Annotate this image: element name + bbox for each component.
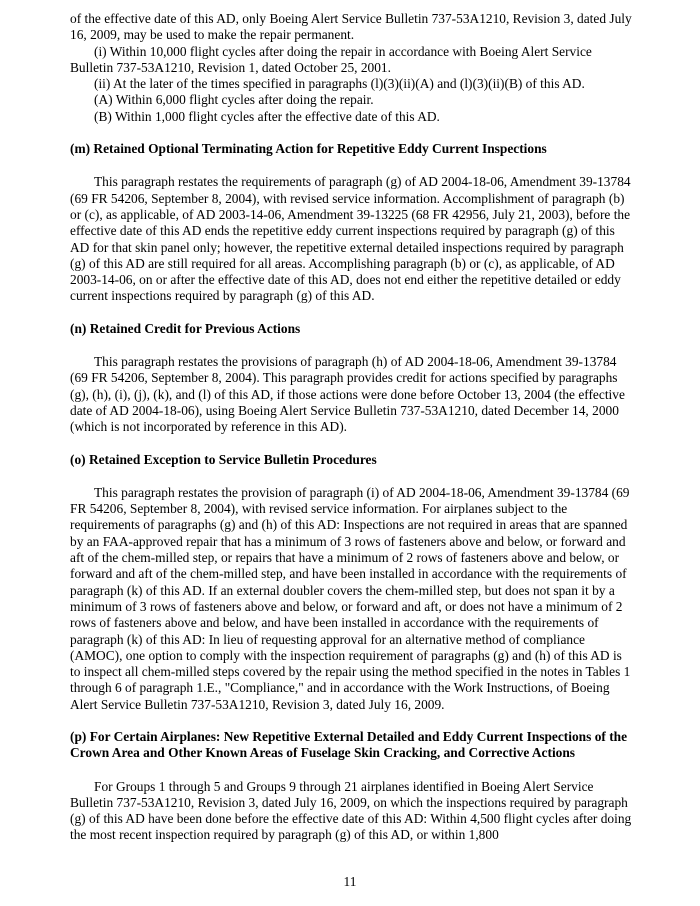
item-i: (i) Within 10,000 flight cycles after doing the repair in accordance with Boeing Alert Service Bulletin 737-53A1210, Revision 1, dated October 25, 2001.: [70, 43, 592, 75]
section-o-body: This paragraph restates the provision of paragraph (i) of AD 2004-18-06, Amendment 39-13784 (69 FR 54206, September 8, 2004), with revised service information. For airplanes subject to the requirements of paragraphs (g) and (h) of this AD: Inspections are not required in areas that are spanned by an FAA-approved repair that has a minimum of 3 rows of fasteners above and below, or forward and aft of the chem-milled step, or repairs that have a minimum of 2 rows of fasteners above and below, or forward and aft of the chem-milled step, and have been installed in accordance with the requirements of paragraph (k) of this AD. If an external doubler covers the chem-milled step, but does not span it by a minimum of 3 rows of fasteners above and below, or forward and aft, or does not have a minimum of 2 rows of fasteners above and below, and have been installed in accordance with the requirements of paragraph (k) of this AD: In lieu of requesting approval for an alternative method of compliance (AMOC), one option to comply with the inspection requirement of paragraphs (g) and (h) of this AD is to inspect all chem-milled steps covered by the repair using the method specified in the notes in Tables 1 through 6 of paragraph 1.E., "Compliance," and in accordance with the Work Instructions, of Boeing Alert Service Bulletin 737-53A1210, Revision 3, dated July 16, 2009.: [70, 484, 631, 712]
page-number: 11: [343, 874, 357, 889]
item-a: (A) Within 6,000 flight cycles after doing the repair.: [94, 92, 374, 108]
section-n-body: This paragraph restates the provisions of paragraph (h) of AD 2004-18-06, Amendment 39-13784 (69 FR 54206, September 8, 2004). This paragraph provides credit for actions specified by paragraphs (g), (h), (i), (j), (k), and (l) of this AD, if those actions were done before October 13, 2004 (the effective date of AD 2004-18-06), using Boeing Alert Service Bulletin 737-53A1210, dated December 14, 2000 (which is not incorporated by reference in this AD).: [70, 354, 625, 435]
document-page: [70, 11, 632, 844]
continuation-paragraph: of the effective date of this AD, only Boeing Alert Service Bulletin 737-53A1210, Revision 3, dated July 16, 2009, may be used to make the repair permanent.: [70, 11, 632, 43]
item-b: (B) Within 1,000 flight cycles after the effective date of this AD.: [94, 108, 440, 124]
section-m-heading: (m) Retained Optional Terminating Action for Repetitive Eddy Current Inspections: [70, 141, 547, 157]
section-p-heading: (p) For Certain Airplanes: New Repetitive External Detailed and Eddy Current Inspections of the Crown Area and Other Known Areas of Fuselage Skin Cracking, and Corrective Actions: [70, 728, 628, 761]
section-o-heading: (o) Retained Exception to Service Bulletin Procedures: [70, 451, 377, 467]
section-n-heading: (n) Retained Credit for Previous Actions: [70, 320, 301, 336]
item-ii: (ii) At the later of the times specified in paragraphs (l)(3)(ii)(A) and (l)(3)(ii)(B) of this AD.: [94, 76, 585, 92]
section-m-body: This paragraph restates the requirements of paragraph (g) of AD 2004-18-06, Amendment 39-13784 (69 FR 54206, September 8, 2004), with revised service information. Accomplishment of paragraph (b) or (c), as applicable, of AD 2003-14-06, Amendment 39-13225 (68 FR 42956, July 21, 2003), before the effective date of this AD ends the repetitive eddy current inspections required by paragraph (g) of this AD for that skin panel only; however, the repetitive external detailed inspections required by paragraph (g) of this AD are still required for all areas. Accomplishing paragraph (b) or (c), as applicable, of AD 2003-14-06, on or after the effective date of this AD, does not end either the repetitive detailed or eddy current inspections required by paragraph (g) of this AD.: [70, 174, 631, 304]
section-p-body: For Groups 1 through 5 and Groups 9 through 21 airplanes identified in Boeing Alert Service Bulletin 737-53A1210, Revision 3, dated July 16, 2009, on which the inspections required by paragraph (g) of this AD have been done before the effective date of this AD: Within 4,500 flight cycles after doing the most recent inspection required by paragraph (g) of this AD, or within 1,800: [70, 778, 632, 843]
